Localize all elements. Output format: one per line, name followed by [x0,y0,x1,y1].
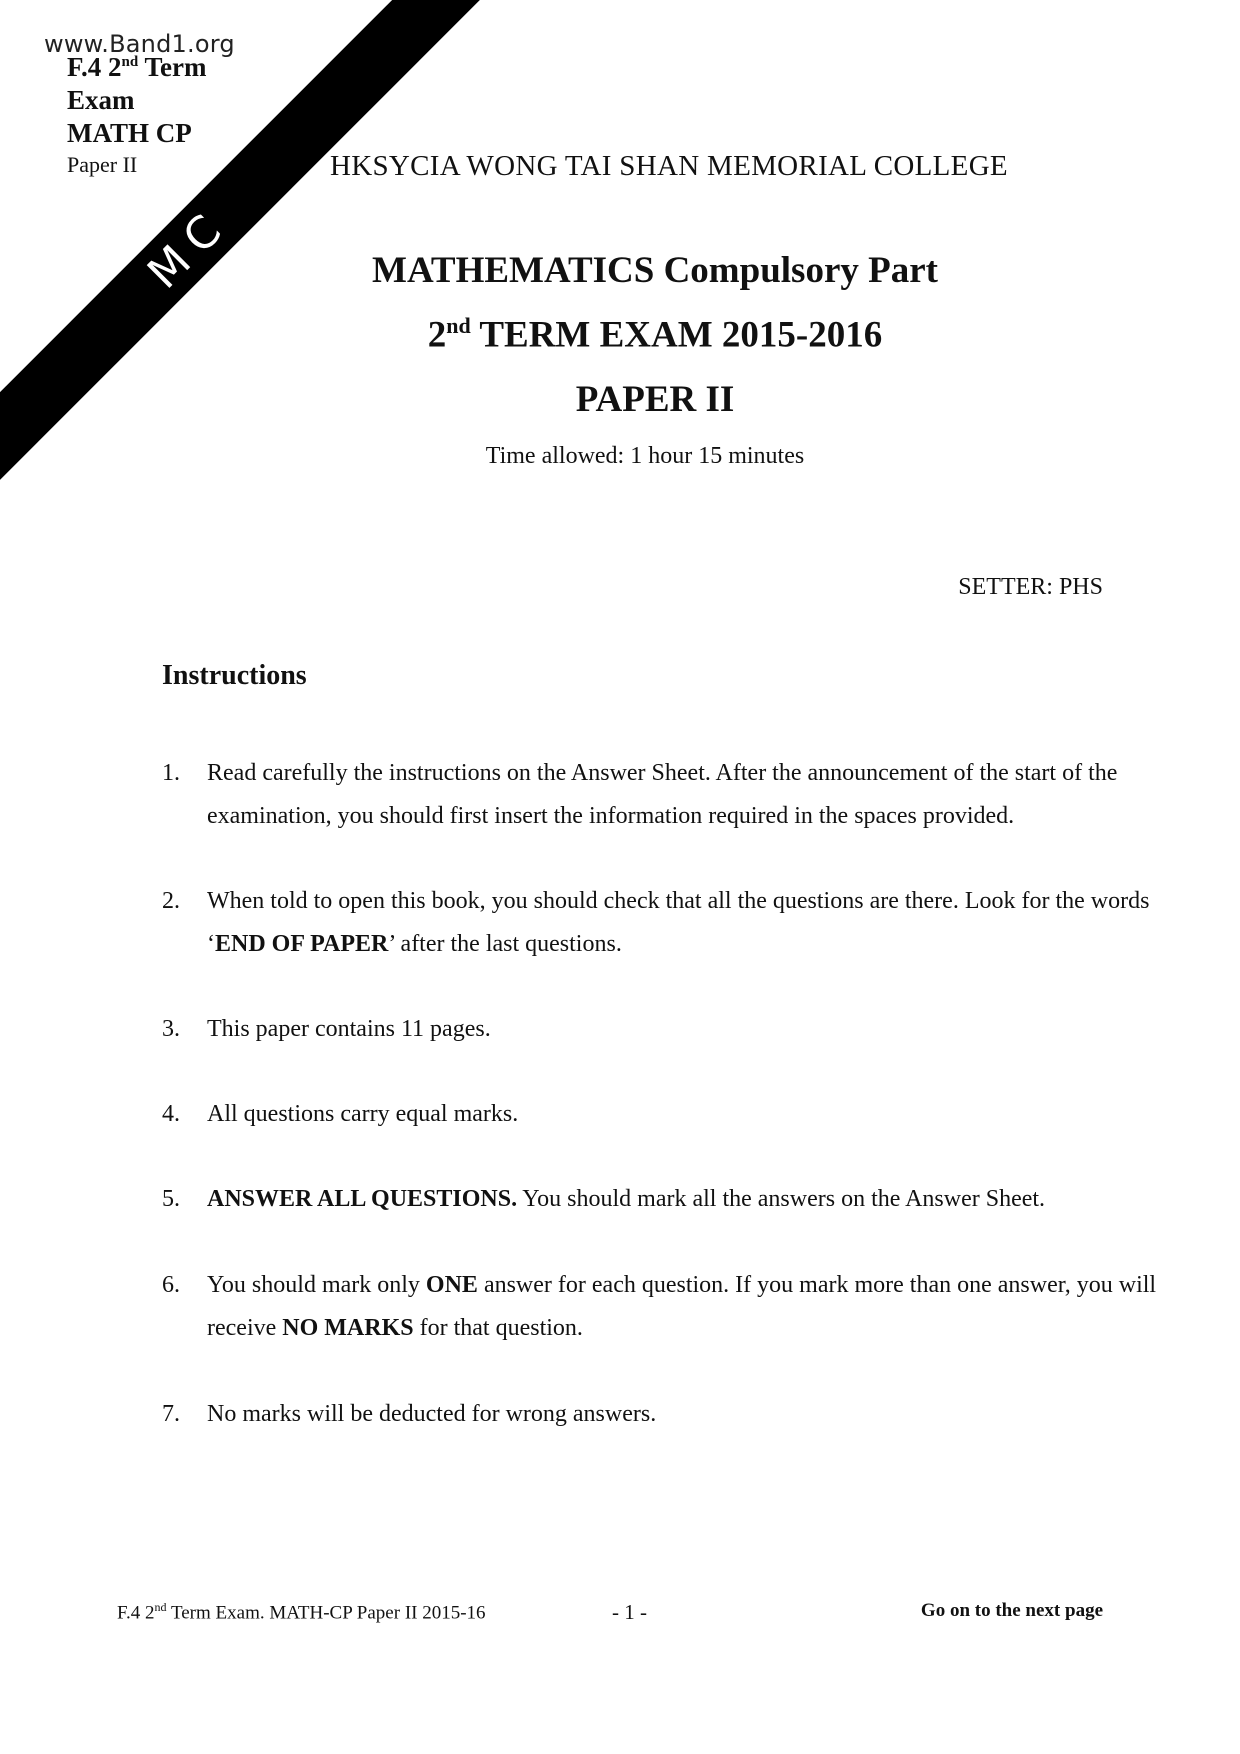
paper-title: PAPER II [575,379,735,420]
setter: SETTER: PHS [958,574,1103,600]
instruction-item: 6. You should mark only ONE answer for each question. If you mark more than one answer, you will receive NO MARKS for that question. [162,1272,1157,1341]
instruction-item: 5. ANSWER ALL QUESTIONS. You should mark all the answers on the Answer Sheet. [162,1186,1046,1212]
time-allowed: Time allowed: 1 hour 15 minutes [485,443,805,469]
instructions-heading: Instructions [162,660,307,691]
footer-exam-label: F.4 2nd Term Exam. MATH-CP Paper II 2015-16 [117,1600,486,1624]
instruction-item: 1. Read carefully the instructions on the Answer Sheet. After the announcement of the start of the examination, you should first insert the information required in the spaces provided. [162,760,1118,829]
corner-subject-line: MATH CP [67,118,192,148]
watermark-url: www.Band1.org [44,30,235,58]
banner-text: MC [137,196,240,299]
corner-label [67,46,206,180]
corner-exam-line: Exam [67,85,135,115]
instruction-item: 2. When told to open this book, you should check that all the questions are there. Look for the words ‘END OF PAPER’ after the last questions. [162,888,1150,957]
subject-title: MATHEMATICS Compulsory Part [372,250,938,291]
instruction-item: 4. All questions carry equal marks. [162,1101,519,1127]
corner-paper-line: Paper II [67,152,138,177]
school-name: HKSYCIA WONG TAI SHAN MEMORIAL COLLEGE [330,150,1008,182]
next-page-note: Go on to the next page [920,1600,1103,1621]
instruction-item: 3. This paper contains 11 pages. [162,1016,491,1042]
exam-title: 2nd TERM EXAM 2015-2016 [427,313,883,356]
instruction-item: 7. No marks will be deducted for wrong answers. [162,1401,657,1427]
corner-grade-line: F.4 2nd Term [67,52,207,82]
page-number: - 1 - [612,1600,647,1624]
